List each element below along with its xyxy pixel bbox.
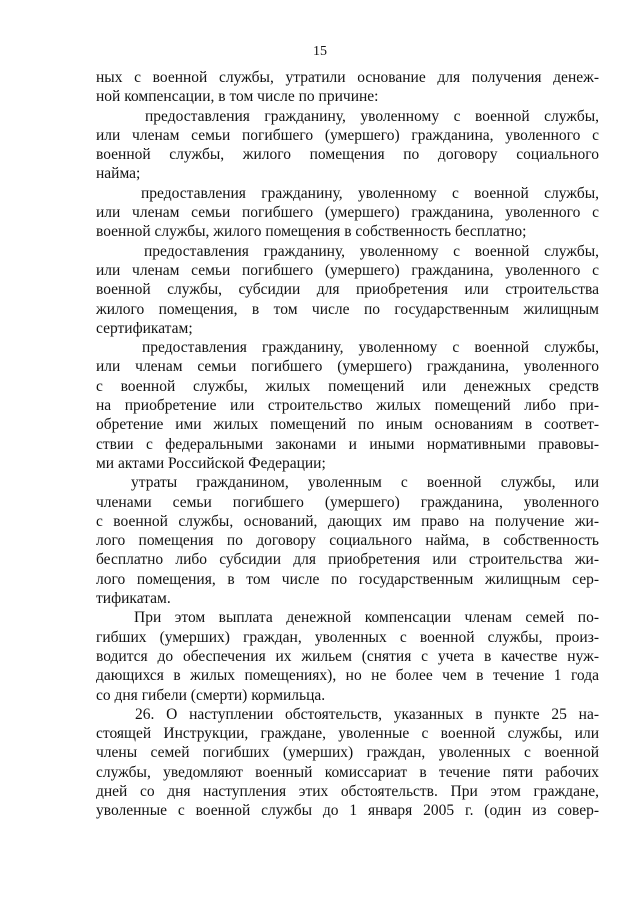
text-line: водится до обеспечения их жильем (снятия с учета в качестве нуж-: [96, 647, 599, 665]
text-line: гибших (умерших) граждан, уволенных с военной службы, произ-: [96, 628, 599, 646]
text-line: предоставления гражданину, уволенному с военной службы,: [145, 107, 599, 125]
text-line: бесплатно либо субсидии для приобретения или строительства жи-: [96, 551, 599, 569]
document-body: [96, 68, 599, 821]
text-line: ной компенсации, в том числе по причине:: [96, 88, 379, 106]
text-line: дающихся в жилых помещениях), но не более чем в течение 1 года: [96, 667, 599, 685]
text-line: военной службы, жилого помещения по договору социального: [96, 146, 599, 164]
text-line: дней со дня наступления этих обстоятельств. При этом граждане,: [96, 782, 599, 800]
page-number: 15: [313, 44, 327, 59]
text-line: члены семей погибших (умерших) граждан, уволенных с военной: [96, 744, 599, 762]
text-line: лого помещения по договору социального найма, в собственность: [96, 532, 599, 550]
text-line: найма;: [96, 165, 141, 183]
text-line: ных с военной службы, утратили основание для получения денеж-: [96, 69, 599, 86]
text-line: уволенные с военной службы до 1 января 2005 г. (один из совер-: [96, 802, 599, 820]
text-line: предоставления гражданину, уволенному с военной службы,: [144, 242, 599, 260]
text-line: с военной службы, жилых помещений или денежных средств: [96, 377, 599, 395]
text-line: службы, уведомляют военный комиссариат в течение пяти рабочих: [96, 763, 599, 781]
text-line: военной службы, жилого помещения в собственность бесплатно;: [96, 223, 527, 241]
text-line: ми актами Российской Федерации;: [96, 454, 326, 472]
text-line: или членам семьи погибшего (умершего) гражданина, уволенного с: [96, 261, 599, 279]
text-line: сертификатам;: [96, 319, 193, 337]
text-line: или членам семьи погибшего (умершего) гражданина, уволенного: [96, 358, 599, 376]
text-line: предоставления гражданину, уволенному с военной службы,: [142, 339, 599, 357]
text-line: ствии с федеральными законами и иными нормативными правовы-: [96, 435, 599, 453]
text-line: военной службы, субсидии для приобретения или строительства: [96, 281, 599, 299]
text-line: со дня гибели (смерти) кормильца.: [96, 686, 326, 704]
text-line: с военной службы, оснований, дающих им право на получение жи-: [96, 512, 599, 530]
text-line: членами семьи погибшего (умершего) гражданина, уволенного: [96, 493, 599, 511]
text-line: При этом выплата денежной компенсации членам семей по-: [134, 609, 599, 627]
text-line: стоящей Инструкции, граждане, уволенные с военной службы, или: [96, 725, 599, 743]
text-line: или членам семьи погибшего (умершего) гражданина, уволенного с: [96, 126, 599, 144]
text-line: или членам семьи погибшего (умершего) гражданина, уволенного с: [96, 204, 599, 222]
text-line: предоставления гражданину, уволенному с военной службы,: [141, 184, 599, 202]
text-line: на приобретение или строительство жилых помещений либо при-: [96, 397, 599, 415]
text-line: 26. О наступлении обстоятельств, указанных в пункте 25 на-: [135, 705, 599, 723]
text-line: жилого помещения, в том числе по государственным жилищным: [96, 300, 599, 318]
text-line: обретение ими жилых помещений по иным основаниям в соответ-: [96, 416, 599, 434]
text-line: лого помещения, в том числе по государственным жилищным сер-: [96, 570, 599, 588]
text-line: тификатам.: [96, 590, 171, 608]
text-line: утраты гражданином, уволенным с военной службы, или: [131, 474, 599, 492]
